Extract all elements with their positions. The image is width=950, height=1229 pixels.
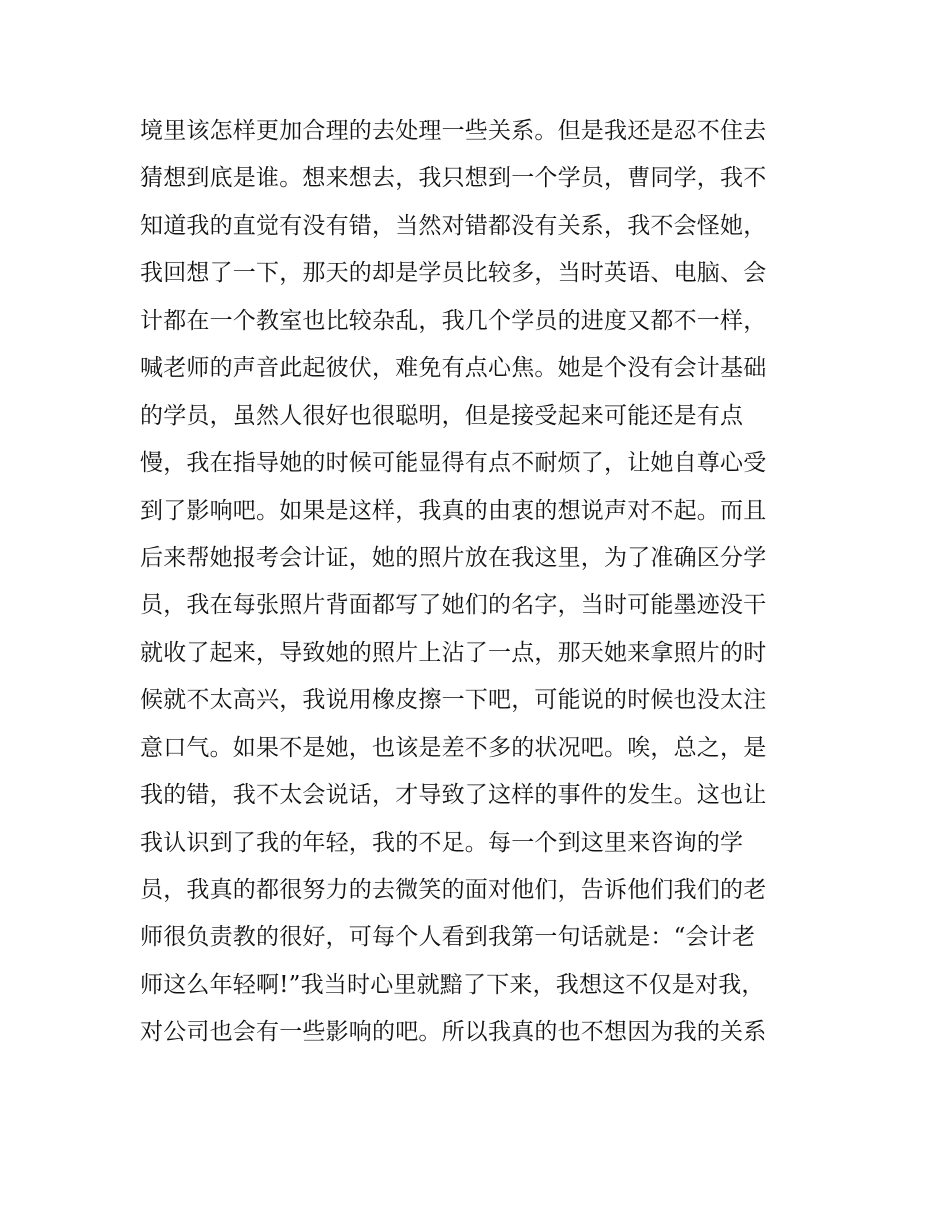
text-line: 我的错，我不太会说话，才导致了这样的事件的发生。这也让 bbox=[140, 782, 767, 809]
text-line: 我认识到了我的年轻，我的不足。每一个到这里来咨询的学 bbox=[140, 829, 744, 856]
text-line: 的学员，虽然人很好也很聪明，但是接受起来可能还是有点 bbox=[140, 402, 744, 429]
text-line: 喊老师的声音此起彼伏，难免有点心焦。她是个没有会计基础 bbox=[140, 355, 767, 382]
text-line: 计都在一个教室也比较杂乱，我几个学员的进度又都不一样， bbox=[140, 307, 767, 334]
text-line: 对公司也会有一些影响的吧。所以我真的也不想因为我的关系 bbox=[140, 1019, 767, 1046]
text-line: 慢，我在指导她的时候可能显得有点不耐烦了，让她自尊心受 bbox=[140, 450, 767, 477]
body-text bbox=[140, 108, 820, 1057]
text-line: 员，我在每张照片背面都写了她们的名字，当时可能墨迹没干 bbox=[140, 592, 767, 619]
text-line: 知道我的直觉有没有错，当然对错都没有关系，我不会怪她， bbox=[140, 212, 767, 239]
text-line: 意口气。如果不是她，也该是差不多的状况吧。唉，总之，是 bbox=[140, 734, 767, 761]
text-line: 员，我真的都很努力的去微笑的面对他们，告诉他们我们的老 bbox=[140, 877, 767, 903]
text-line: 师这么年轻啊!”我当时心里就黯了下来，我想这不仅是对我， bbox=[140, 971, 765, 998]
text-line: 我回想了一下，那天的却是学员比较多，当时英语、电脑、会 bbox=[140, 260, 767, 287]
text-line: 师很负责教的很好，可每个人看到我第一句话就是：“会计老 bbox=[140, 924, 756, 951]
text-line: 候就不太高兴，我说用橡皮擦一下吧，可能说的时候也没太注 bbox=[140, 687, 767, 714]
text-line: 境里该怎样更加合理的去处理一些关系。但是我还是忍不住去 bbox=[140, 118, 767, 144]
text-line: 就收了起来，导致她的照片上沾了一点，那天她来拿照片的时 bbox=[140, 639, 767, 666]
text-line: 到了影响吧。如果是这样，我真的由衷的想说声对不起。而且 bbox=[140, 497, 767, 524]
text-line: 猜想到底是谁。想来想去，我只想到一个学员，曹同学，我不 bbox=[140, 165, 767, 192]
text-line: 后来帮她报考会计证，她的照片放在我这里，为了准确区分学 bbox=[140, 544, 767, 571]
